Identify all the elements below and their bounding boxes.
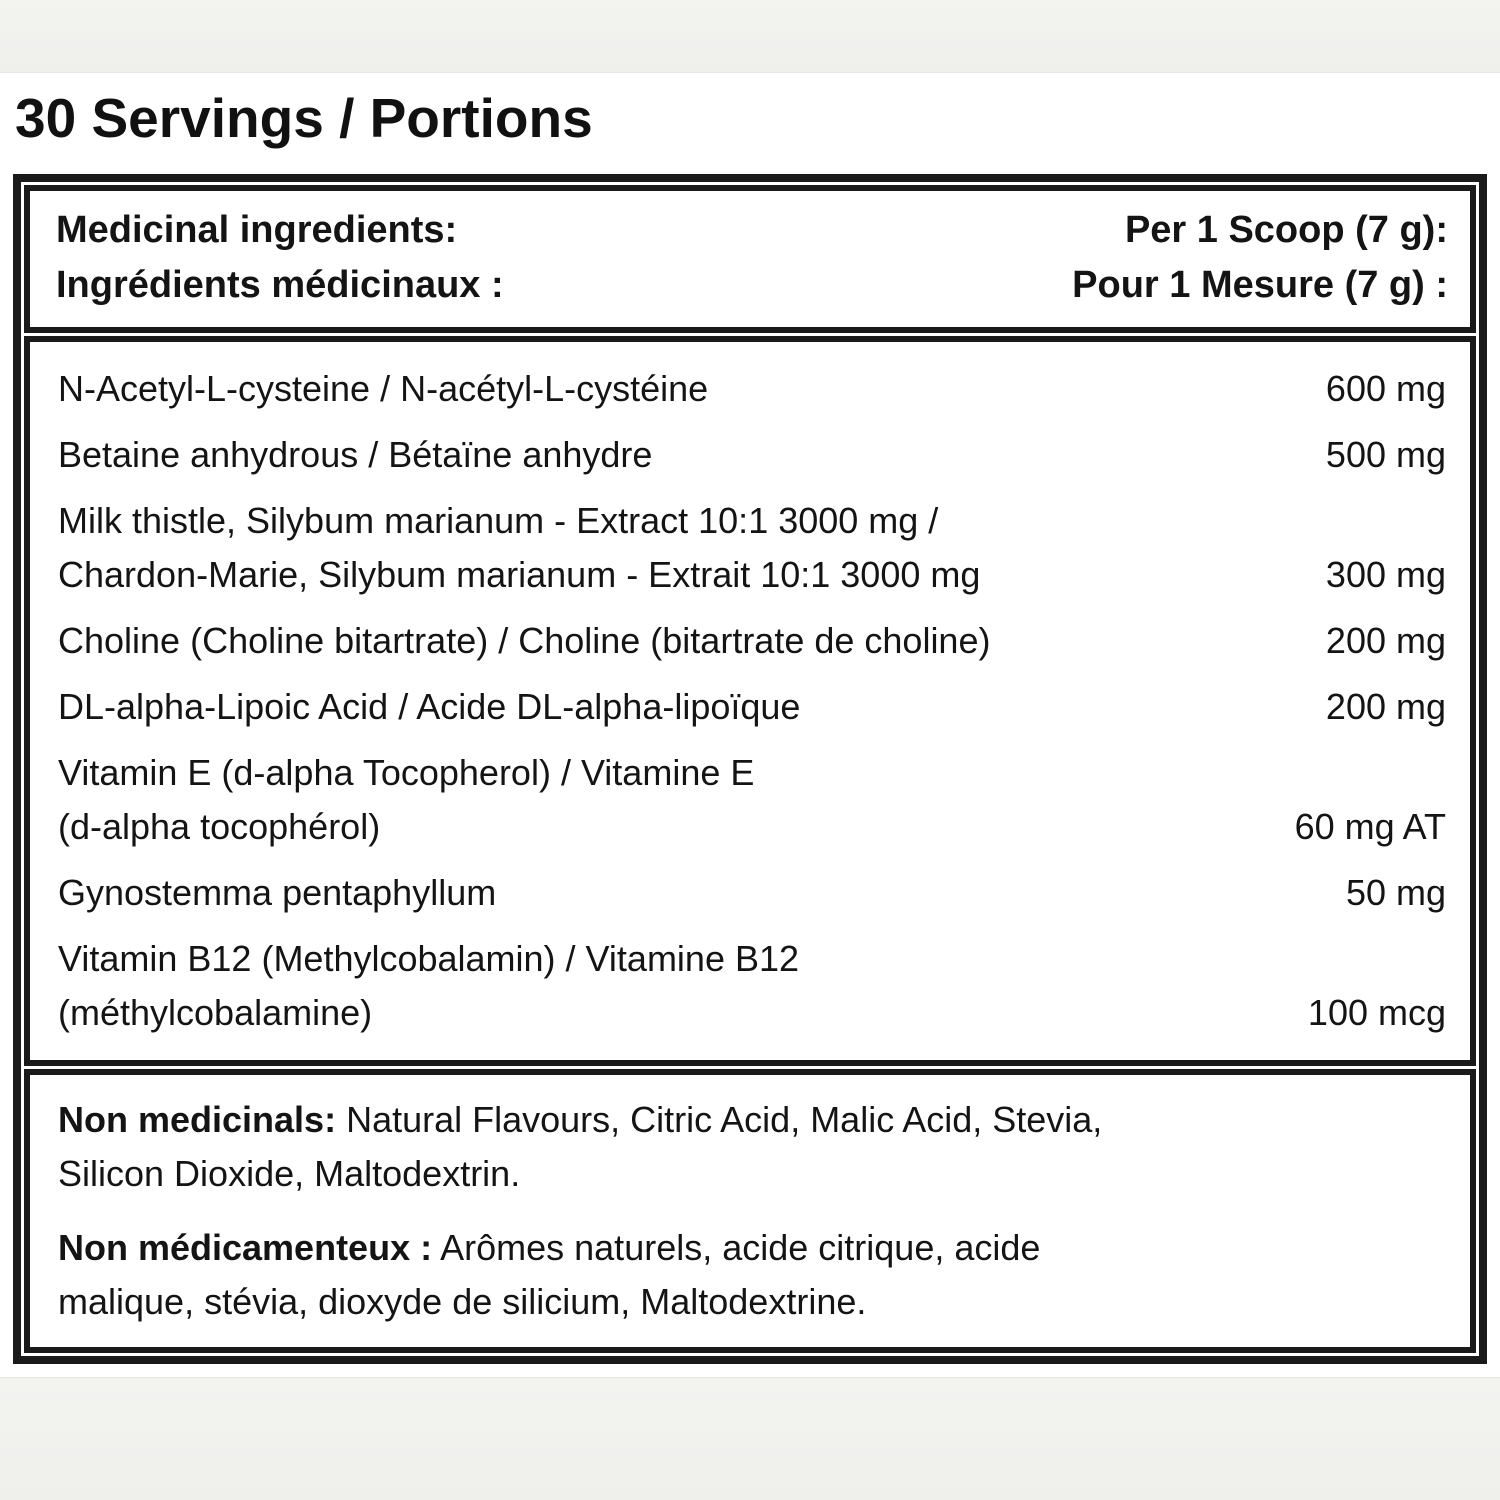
ingredient-name: DL-alpha-Lipoic Acid / Acide DL-alpha-lipoïque	[58, 685, 801, 727]
ingredient-name	[58, 494, 1302, 602]
medicinal-ingredients-heading	[56, 203, 504, 313]
ingredient-name	[58, 746, 1271, 854]
ingredient-amount: 200 mg	[1325, 685, 1446, 727]
ingredient-amount: 50 mg	[1345, 871, 1446, 913]
ingredient-row	[58, 866, 1450, 920]
ingredient-amount: 60 mg AT	[1294, 805, 1446, 847]
ingredient-row	[58, 362, 1450, 416]
non-medicinals-en-label: Non medicinals:	[58, 1098, 337, 1140]
medicinal-ingredients-heading-fr: Ingrédients médicinaux :	[56, 263, 504, 306]
non-medicinals-fr-label: Non médicamenteux :	[58, 1226, 433, 1268]
ingredient-amount: 300 mg	[1325, 553, 1446, 595]
ingredient-name-line2: Chardon-Marie, Silybum marianum - Extrait 10:1 3000 mg	[58, 553, 981, 595]
medicinal-ingredients-heading-en: Medicinal ingredients:	[56, 208, 458, 251]
ingredient-amount: 200 mg	[1325, 619, 1446, 661]
non-medicinals-fr	[58, 1221, 1448, 1329]
non-medicinals-en-line1: Natural Flavours, Citric Acid, Malic Acid, Stevia,	[336, 1098, 1103, 1140]
paper-texture-bottom	[0, 1377, 1500, 1500]
servings-title: 30 Servings / Portions	[15, 87, 593, 149]
supplement-facts-panel	[13, 174, 1487, 1364]
ingredient-amount: 600 mg	[1325, 367, 1446, 409]
non-medicinals-en-line2: Silicon Dioxide, Maltodextrin.	[58, 1152, 521, 1194]
supplement-label	[13, 87, 1487, 1364]
non-medicinals-en	[58, 1093, 1448, 1201]
ingredient-name: Betaine anhydrous / Bétaïne anhydre	[58, 433, 653, 475]
ingredient-name: Choline (Choline bitartrate) / Choline (bitartrate de choline)	[58, 619, 991, 661]
ingredient-row	[58, 746, 1450, 854]
ingredient-amount: 100 mcg	[1307, 991, 1446, 1033]
non-medicinals-fr-line2: malique, stévia, dioxyde de silicium, Maltodextrine.	[58, 1280, 867, 1322]
ingredient-name-line1: Milk thistle, Silybum marianum - Extract 10:1 3000 mg /	[58, 499, 939, 541]
ingredient-row	[58, 494, 1450, 602]
panel-header	[24, 185, 1476, 333]
non-medicinals-section	[24, 1069, 1476, 1353]
ingredient-name: Gynostemma pentaphyllum	[58, 871, 497, 913]
ingredient-row	[58, 680, 1450, 734]
ingredient-name: N-Acetyl-L-cysteine / N-acétyl-L-cystéine	[58, 367, 709, 409]
ingredient-name-line1: Vitamin E (d-alpha Tocopherol) / Vitamine E	[58, 751, 755, 793]
ingredient-amount: 500 mg	[1325, 433, 1446, 475]
per-scoop-heading-en: Per 1 Scoop (7 g):	[1124, 208, 1448, 251]
ingredient-row	[58, 614, 1450, 668]
ingredient-name	[58, 932, 1284, 1040]
ingredient-row	[58, 932, 1450, 1040]
ingredient-name-line2: (d-alpha tocophérol)	[58, 805, 381, 847]
ingredient-row	[58, 428, 1450, 482]
ingredient-name-line1: Vitamin B12 (Methylcobalamin) / Vitamine B12	[58, 937, 800, 979]
per-scoop-heading-fr: Pour 1 Mesure (7 g) :	[1072, 263, 1448, 306]
non-medicinals-fr-line1: Arômes naturels, acide citrique, acide	[432, 1226, 1041, 1268]
paper-texture-top	[0, 0, 1500, 73]
ingredient-list	[24, 336, 1476, 1066]
per-scoop-heading	[1072, 203, 1448, 313]
ingredient-name-line2: (méthylcobalamine)	[58, 991, 373, 1033]
